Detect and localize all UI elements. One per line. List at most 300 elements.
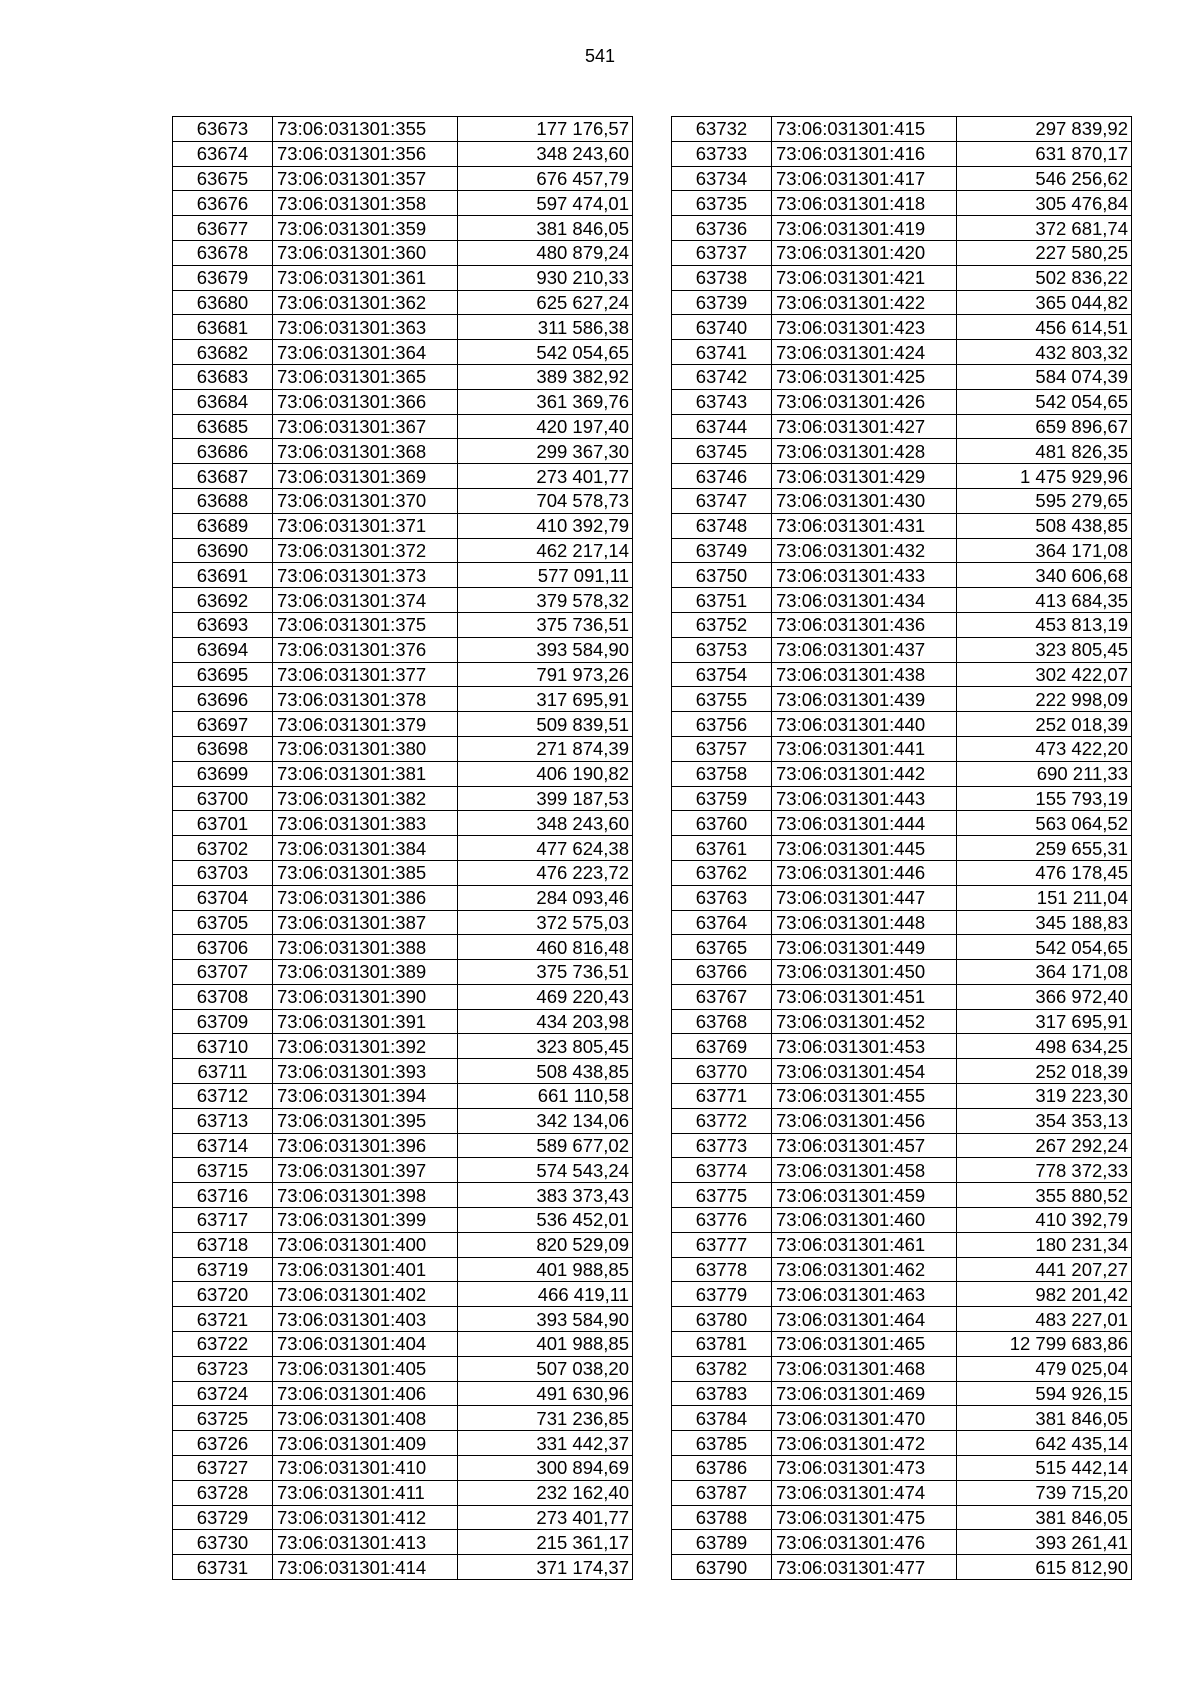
table-row [672,1356,1132,1381]
row-number: 63742 [672,364,772,389]
cadastral-value: 659 896,67 [957,414,1132,439]
cadastral-number: 73:06:031301:428 [772,439,957,464]
row-number: 63710 [173,1034,273,1059]
cadastral-number: 73:06:031301:412 [273,1505,458,1530]
cadastral-number: 73:06:031301:371 [273,513,458,538]
cadastral-value: 491 630,96 [458,1381,633,1406]
cadastral-number: 73:06:031301:358 [273,191,458,216]
row-number: 63717 [173,1208,273,1233]
cadastral-value: 252 018,39 [957,1059,1132,1084]
table-row [672,662,1132,687]
cadastral-value: 453 813,19 [957,612,1132,637]
row-number: 63686 [173,439,273,464]
row-number: 63743 [672,389,772,414]
cadastral-number: 73:06:031301:455 [772,1084,957,1109]
table-row [672,191,1132,216]
row-number: 63780 [672,1307,772,1332]
table-row [672,1208,1132,1233]
row-number: 63762 [672,860,772,885]
table-row [672,1505,1132,1530]
cadastral-number: 73:06:031301:416 [772,141,957,166]
row-number: 63708 [173,984,273,1009]
table-row [672,637,1132,662]
cadastral-number: 73:06:031301:433 [772,563,957,588]
cadastral-number: 73:06:031301:457 [772,1133,957,1158]
cadastral-value: 365 044,82 [957,290,1132,315]
cadastral-number: 73:06:031301:404 [273,1332,458,1357]
row-number: 63688 [173,488,273,513]
row-number: 63693 [173,612,273,637]
row-number: 63769 [672,1034,772,1059]
row-number: 63687 [173,464,273,489]
cadastral-value: 577 091,11 [458,563,633,588]
table-row [173,1158,633,1183]
table-row [173,538,633,563]
table-row [672,1183,1132,1208]
cadastral-number: 73:06:031301:443 [772,786,957,811]
cadastral-value: 340 606,68 [957,563,1132,588]
cadastral-value: 466 419,11 [458,1282,633,1307]
row-number: 63680 [173,290,273,315]
table-row [672,836,1132,861]
cadastral-number: 73:06:031301:363 [273,315,458,340]
cadastral-number: 73:06:031301:381 [273,761,458,786]
table-row [173,563,633,588]
cadastral-number: 73:06:031301:450 [772,960,957,985]
cadastral-value: 252 018,39 [957,712,1132,737]
cadastral-value: 473 422,20 [957,736,1132,761]
cadastral-number: 73:06:031301:393 [273,1059,458,1084]
table-row [672,513,1132,538]
cadastral-number: 73:06:031301:437 [772,637,957,662]
row-number: 63703 [173,860,273,885]
table-row [672,563,1132,588]
cadastral-number: 73:06:031301:456 [772,1108,957,1133]
cadastral-value: 393 584,90 [458,637,633,662]
table-row [173,836,633,861]
table-row [672,1009,1132,1034]
cadastral-number: 73:06:031301:370 [273,488,458,513]
cadastral-value: 375 736,51 [458,612,633,637]
cadastral-value: 273 401,77 [458,464,633,489]
row-number: 63726 [173,1431,273,1456]
cadastral-value: 1 475 929,96 [957,464,1132,489]
row-number: 63676 [173,191,273,216]
table-row [672,960,1132,985]
row-number: 63764 [672,910,772,935]
table-row [672,141,1132,166]
table-row [173,960,633,985]
table-right-body [672,117,1132,1580]
row-number: 63744 [672,414,772,439]
cadastral-value: 401 988,85 [458,1257,633,1282]
table-row [672,860,1132,885]
cadastral-number: 73:06:031301:436 [772,612,957,637]
cadastral-value: 372 575,03 [458,910,633,935]
table-row [173,1208,633,1233]
row-number: 63694 [173,637,273,662]
row-number: 63715 [173,1158,273,1183]
cadastral-value: 155 793,19 [957,786,1132,811]
cadastral-number: 73:06:031301:461 [772,1232,957,1257]
row-number: 63731 [173,1555,273,1580]
cadastral-value: 563 064,52 [957,811,1132,836]
table-row [672,1480,1132,1505]
cadastral-number: 73:06:031301:444 [772,811,957,836]
row-number: 63716 [173,1183,273,1208]
cadastral-number: 73:06:031301:395 [273,1108,458,1133]
cadastral-number: 73:06:031301:401 [273,1257,458,1282]
cadastral-value: 381 846,05 [957,1505,1132,1530]
cadastral-number: 73:06:031301:440 [772,712,957,737]
cadastral-number: 73:06:031301:369 [273,464,458,489]
cadastral-number: 73:06:031301:380 [273,736,458,761]
table-right [671,116,1132,1580]
cadastral-value: 323 805,45 [957,637,1132,662]
cadastral-value: 542 054,65 [957,935,1132,960]
row-number: 63774 [672,1158,772,1183]
cadastral-number: 73:06:031301:425 [772,364,957,389]
cadastral-number: 73:06:031301:438 [772,662,957,687]
cadastral-number: 73:06:031301:389 [273,960,458,985]
cadastral-value: 317 695,91 [458,687,633,712]
cadastral-value: 631 870,17 [957,141,1132,166]
cadastral-number: 73:06:031301:368 [273,439,458,464]
cadastral-number: 73:06:031301:473 [772,1456,957,1481]
table-row [173,1356,633,1381]
row-number: 63729 [173,1505,273,1530]
cadastral-value: 12 799 683,86 [957,1332,1132,1357]
table-row [173,191,633,216]
table-row [173,910,633,935]
cadastral-number: 73:06:031301:405 [273,1356,458,1381]
table-row [173,588,633,613]
cadastral-number: 73:06:031301:447 [772,885,957,910]
cadastral-value: 381 846,05 [458,216,633,241]
table-row [672,1555,1132,1580]
table-row [173,1084,633,1109]
cadastral-value: 389 382,92 [458,364,633,389]
cadastral-number: 73:06:031301:463 [772,1282,957,1307]
table-row [173,687,633,712]
cadastral-number: 73:06:031301:418 [772,191,957,216]
cadastral-number: 73:06:031301:476 [772,1530,957,1555]
table-row [672,1282,1132,1307]
table-row [672,1431,1132,1456]
table-row [672,464,1132,489]
cadastral-number: 73:06:031301:373 [273,563,458,588]
table-row [672,885,1132,910]
cadastral-value: 364 171,08 [957,538,1132,563]
cadastral-number: 73:06:031301:394 [273,1084,458,1109]
cadastral-value: 413 684,35 [957,588,1132,613]
row-number: 63711 [173,1059,273,1084]
table-row [173,885,633,910]
table-row [672,1381,1132,1406]
row-number: 63787 [672,1480,772,1505]
cadastral-value: 589 677,02 [458,1133,633,1158]
row-number: 63758 [672,761,772,786]
row-number: 63741 [672,340,772,365]
table-row [173,141,633,166]
cadastral-number: 73:06:031301:442 [772,761,957,786]
cadastral-value: 542 054,65 [957,389,1132,414]
cadastral-number: 73:06:031301:414 [273,1555,458,1580]
cadastral-value: 361 369,76 [458,389,633,414]
cadastral-value: 476 223,72 [458,860,633,885]
row-number: 63737 [672,240,772,265]
row-number: 63704 [173,885,273,910]
cadastral-number: 73:06:031301:376 [273,637,458,662]
row-number: 63730 [173,1530,273,1555]
row-number: 63701 [173,811,273,836]
cadastral-number: 73:06:031301:446 [772,860,957,885]
table-row [672,1456,1132,1481]
row-number: 63702 [173,836,273,861]
row-number: 63747 [672,488,772,513]
cadastral-number: 73:06:031301:392 [273,1034,458,1059]
table-row [173,1431,633,1456]
cadastral-number: 73:06:031301:431 [772,513,957,538]
table-row [173,414,633,439]
table-row [173,984,633,1009]
row-number: 63733 [672,141,772,166]
row-number: 63700 [173,786,273,811]
cadastral-value: 299 367,30 [458,439,633,464]
table-row [173,935,633,960]
row-number: 63766 [672,960,772,985]
cadastral-number: 73:06:031301:384 [273,836,458,861]
cadastral-number: 73:06:031301:372 [273,538,458,563]
row-number: 63784 [672,1406,772,1431]
cadastral-value: 704 578,73 [458,488,633,513]
row-number: 63713 [173,1108,273,1133]
row-number: 63735 [672,191,772,216]
cadastral-value: 151 211,04 [957,885,1132,910]
table-row [173,612,633,637]
cadastral-value: 284 093,46 [458,885,633,910]
row-number: 63709 [173,1009,273,1034]
cadastral-number: 73:06:031301:408 [273,1406,458,1431]
cadastral-value: 317 695,91 [957,1009,1132,1034]
table-row [173,1232,633,1257]
cadastral-number: 73:06:031301:465 [772,1332,957,1357]
cadastral-number: 73:06:031301:468 [772,1356,957,1381]
cadastral-value: 508 438,85 [957,513,1132,538]
row-number: 63788 [672,1505,772,1530]
row-number: 63772 [672,1108,772,1133]
row-number: 63746 [672,464,772,489]
cadastral-number: 73:06:031301:434 [772,588,957,613]
table-row [672,712,1132,737]
row-number: 63721 [173,1307,273,1332]
table-row [672,340,1132,365]
cadastral-number: 73:06:031301:453 [772,1034,957,1059]
table-row [173,811,633,836]
cadastral-number: 73:06:031301:459 [772,1183,957,1208]
cadastral-value: 222 998,09 [957,687,1132,712]
table-row [672,1307,1132,1332]
row-number: 63754 [672,662,772,687]
row-number: 63739 [672,290,772,315]
cadastral-value: 227 580,25 [957,240,1132,265]
cadastral-number: 73:06:031301:374 [273,588,458,613]
row-number: 63771 [672,1084,772,1109]
cadastral-number: 73:06:031301:355 [273,117,458,142]
table-row [173,1505,633,1530]
cadastral-value: 642 435,14 [957,1431,1132,1456]
cadastral-number: 73:06:031301:472 [772,1431,957,1456]
cadastral-value: 345 188,83 [957,910,1132,935]
cadastral-number: 73:06:031301:426 [772,389,957,414]
row-number: 63724 [173,1381,273,1406]
table-row [173,1257,633,1282]
table-row [672,984,1132,1009]
cadastral-value: 481 826,35 [957,439,1132,464]
cadastral-value: 410 392,79 [458,513,633,538]
table-row [672,216,1132,241]
row-number: 63777 [672,1232,772,1257]
table-row [672,1232,1132,1257]
row-number: 63697 [173,712,273,737]
cadastral-number: 73:06:031301:423 [772,315,957,340]
cadastral-value: 434 203,98 [458,1009,633,1034]
cadastral-value: 393 584,90 [458,1307,633,1332]
row-number: 63725 [173,1406,273,1431]
cadastral-value: 477 624,38 [458,836,633,861]
cadastral-number: 73:06:031301:475 [772,1505,957,1530]
table-row [173,117,633,142]
table-row [672,1034,1132,1059]
row-number: 63689 [173,513,273,538]
cadastral-value: 348 243,60 [458,811,633,836]
cadastral-number: 73:06:031301:417 [772,166,957,191]
table-row [672,935,1132,960]
row-number: 63765 [672,935,772,960]
table-row [173,637,633,662]
cadastral-number: 73:06:031301:409 [273,1431,458,1456]
table-row [173,761,633,786]
cadastral-number: 73:06:031301:360 [273,240,458,265]
cadastral-value: 379 578,32 [458,588,633,613]
cadastral-value: 319 223,30 [957,1084,1132,1109]
row-number: 63699 [173,761,273,786]
cadastral-value: 597 474,01 [458,191,633,216]
cadastral-number: 73:06:031301:474 [772,1480,957,1505]
row-number: 63727 [173,1456,273,1481]
cadastral-number: 73:06:031301:387 [273,910,458,935]
cadastral-number: 73:06:031301:364 [273,340,458,365]
row-number: 63775 [672,1183,772,1208]
row-number: 63705 [173,910,273,935]
row-number: 63761 [672,836,772,861]
table-row [173,786,633,811]
cadastral-value: 574 543,24 [458,1158,633,1183]
table-row [173,315,633,340]
cadastral-number: 73:06:031301:398 [273,1183,458,1208]
cadastral-value: 930 210,33 [458,265,633,290]
table-row [173,1406,633,1431]
table-row [672,117,1132,142]
page-number: 541 [584,46,616,66]
row-number: 63781 [672,1332,772,1357]
row-number: 63760 [672,811,772,836]
row-number: 63707 [173,960,273,985]
cadastral-number: 73:06:031301:397 [273,1158,458,1183]
row-number: 63728 [173,1480,273,1505]
row-number: 63773 [672,1133,772,1158]
table-row [173,464,633,489]
cadastral-number: 73:06:031301:415 [772,117,957,142]
row-number: 63698 [173,736,273,761]
table-left-body [173,117,633,1580]
cadastral-value: 355 880,52 [957,1183,1132,1208]
cadastral-number: 73:06:031301:367 [273,414,458,439]
cadastral-number: 73:06:031301:383 [273,811,458,836]
cadastral-value: 594 926,15 [957,1381,1132,1406]
cadastral-value: 791 973,26 [458,662,633,687]
cadastral-value: 342 134,06 [458,1108,633,1133]
cadastral-number: 73:06:031301:396 [273,1133,458,1158]
cadastral-number: 73:06:031301:406 [273,1381,458,1406]
row-number: 63673 [173,117,273,142]
cadastral-value: 371 174,37 [458,1555,633,1580]
cadastral-number: 73:06:031301:430 [772,488,957,513]
cadastral-number: 73:06:031301:432 [772,538,957,563]
table-row [672,389,1132,414]
table-row [173,860,633,885]
table-row [672,786,1132,811]
cadastral-number: 73:06:031301:377 [273,662,458,687]
table-left [172,116,633,1580]
cadastral-number: 73:06:031301:427 [772,414,957,439]
row-number: 63695 [173,662,273,687]
row-number: 63691 [173,563,273,588]
cadastral-number: 73:06:031301:391 [273,1009,458,1034]
cadastral-value: 515 442,14 [957,1456,1132,1481]
row-number: 63675 [173,166,273,191]
cadastral-value: 480 879,24 [458,240,633,265]
row-number: 63755 [672,687,772,712]
cadastral-number: 73:06:031301:357 [273,166,458,191]
cadastral-value: 739 715,20 [957,1480,1132,1505]
table-row [672,1158,1132,1183]
cadastral-value: 406 190,82 [458,761,633,786]
cadastral-value: 483 227,01 [957,1307,1132,1332]
table-row [672,265,1132,290]
cadastral-value: 410 392,79 [957,1208,1132,1233]
row-number: 63690 [173,538,273,563]
cadastral-number: 73:06:031301:359 [273,216,458,241]
table-row [672,588,1132,613]
row-number: 63674 [173,141,273,166]
cadastral-value: 366 972,40 [957,984,1132,1009]
table-row [173,389,633,414]
cadastral-value: 401 988,85 [458,1332,633,1357]
row-number: 63736 [672,216,772,241]
table-row [672,315,1132,340]
cadastral-value: 273 401,77 [458,1505,633,1530]
cadastral-number: 73:06:031301:422 [772,290,957,315]
row-number: 63677 [173,216,273,241]
cadastral-number: 73:06:031301:411 [273,1480,458,1505]
cadastral-value: 462 217,14 [458,538,633,563]
row-number: 63723 [173,1356,273,1381]
row-number: 63679 [173,265,273,290]
table-row [672,488,1132,513]
row-number: 63767 [672,984,772,1009]
row-number: 63779 [672,1282,772,1307]
